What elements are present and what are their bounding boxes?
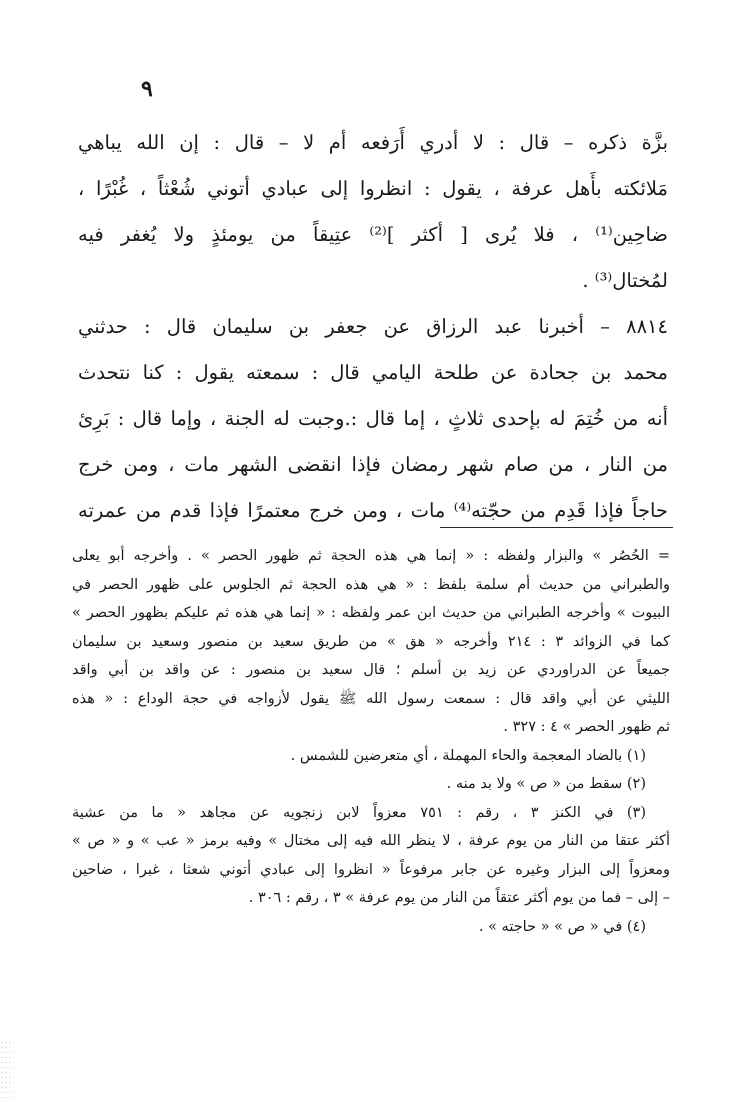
footnote-line: ومعزواً إلى البزار وغيره عن جابر مرفوعاً « انظروا إلى عبادي أتوني شعثا ، غبرا ، ضاحين bbox=[72, 861, 670, 878]
footnote-line: جميعاً عن الدراوردي عن زيد بن أسلم ؛ قال سعيد بن منصور : عن واقد بن أبي واقد bbox=[72, 662, 670, 678]
main-text-block bbox=[78, 120, 668, 304]
main-text-line: ٨٨١٤ – أخبرنا عبد الرزاق عن جعفر بن سليمان قال : حدثني bbox=[78, 315, 668, 338]
footnote-1: (١) بالضاد المعجمة والحاء المهملة ، أي متعرضين للشمس . bbox=[290, 747, 646, 764]
main-text-line: لمُختال⁽³⁾ . bbox=[582, 269, 668, 292]
page-number: ٩ bbox=[141, 76, 153, 102]
footnote-line: والطبراني من حديث أم سلمة بلفظ : « هي هذه الحجة ثم الجلوس على ظهور الحصر في bbox=[72, 576, 670, 593]
footnote-3: (٣) في الكنز ٣ ، رقم : ٧٥١ معزواً لابن زنجويه عن مجاهد « ما من عشية bbox=[72, 804, 646, 821]
footnote-line: ثم ظهور الحصر » ٤ : ٣٢٧ . bbox=[503, 719, 670, 735]
footnote-line: = الحُصُر » والبزار ولفظه : « إنما هي هذه الحجة ثم ظهور الحصر » . وأخرجه أبو يعلى bbox=[72, 548, 670, 564]
footnote-line: – إلى – فما من يوم أكثر عتقاً من النار من يوم عرفة » ٣ ، رقم : ٣٠٦ . bbox=[248, 890, 670, 906]
footnote-2: (٢) سقط من « ص » ولا بد منه . bbox=[446, 776, 646, 792]
main-text-line: مَلائكته بأَهل عرفة ، يقول : انظروا إلى عبادي أتوني شُعْثاً ، غُبْرًا ، bbox=[78, 177, 668, 200]
footnote-line: كما في الزوائد ٣ : ٢١٤ وأخرجه « هق » من طريق سعيد بن منصور وسعيد بن سليمان bbox=[72, 633, 670, 650]
footnote-line: البيوت » وأخرجه الطبراني من حديث ابن عمر ولفظه : « إنما هي هذه ثم عليكم بظهور الحصر » bbox=[72, 605, 670, 621]
main-text-line: حاجاً فإذا قَدِم من حجّته⁽⁴⁾ مات ، ومن خرج معتمرًا فإذا قدم من عمرته bbox=[78, 499, 668, 522]
footnote-4: (٤) في « ص » « حاجته » . bbox=[478, 918, 646, 935]
main-text-line: محمد بن جحادة عن طلحة اليامي قال : سمعته يقول : كنا نتحدث bbox=[78, 361, 668, 384]
hadith-8814-block bbox=[78, 304, 668, 534]
main-text-line: أنه من خُتِمَ له بإحدى ثلاثٍ ، إما قال :.وجبت له الجنة ، وإما قال : بَرِئ bbox=[78, 407, 668, 430]
footnote-line: الليثي عن أبي واقد قال : سمعت رسول الله ﷺ يقول لأزواجه في حجة الوداع : « هذه bbox=[72, 690, 670, 707]
main-text-line: ضاحِين⁽¹⁾ ، فلا يُرى [ أكثر ]⁽²⁾ عتِيقاً من يومئذٍ ولا يُغفر فيه bbox=[78, 223, 668, 246]
main-text-line: من النار ، من صام شهر رمضان فإذا انقضى الشهر مات ، ومن خرج bbox=[78, 453, 668, 476]
footnote-divider bbox=[440, 527, 673, 528]
footnotes-block bbox=[72, 542, 670, 941]
scan-artifact bbox=[0, 1040, 14, 1098]
footnote-line: أكثر عتقا من النار من يوم عرفة ، لا ينظر الله فيه إلى مختال » وفيه برمز « عب » و « ص » bbox=[72, 833, 670, 849]
main-text-line: بزَّة ذكره – قال : لا أدري أَرَفعه أم لا – قال : إن الله يباهي bbox=[78, 131, 668, 154]
